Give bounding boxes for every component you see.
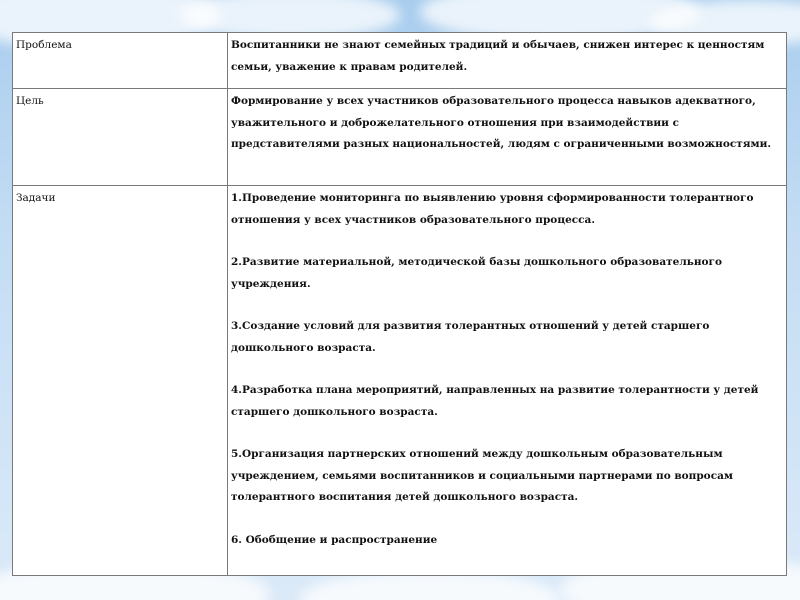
project-table: [12, 32, 787, 576]
task-item: 5.Организация партнерских отношений между дошкольным образовательным учреждением, семьями воспитанников и социальными партнерами по вопросам толерантного воспитания детей дошкольного возраста.: [231, 448, 734, 503]
label-goal: Цель: [13, 89, 228, 186]
text-goal: Формирование у всех участников образовательного процесса навыков адекватного, уважительного и доброжелательного отношения при взаимодействии с представителями разных национальностей, людям с ограниченными возможностями.: [228, 89, 787, 186]
table-row-problem: [13, 33, 787, 89]
task-item: 1.Проведение мониторинга по выявлению уровня сформированности толерантного отношения у всех участников образовательного процесса.: [231, 192, 754, 226]
task-item: 3.Создание условий для развития толерантных отношений у детей старшего дошкольного возраста.: [231, 320, 710, 354]
table-row-goal: [13, 89, 787, 186]
text-problem: Воспитанники не знают семейных традиций и обычаев, снижен интерес к ценностям семьи, уважение к правам родителей.: [228, 33, 787, 89]
task-item: 6. Обобщение и распространение: [231, 533, 438, 546]
label-tasks: Задачи: [13, 186, 228, 576]
tasks-list: [228, 186, 787, 576]
task-item: 4.Разработка плана мероприятий, направленных на развитие толерантности у детей старшего дошкольного возраста.: [231, 384, 759, 418]
task-item: 2.Развитие материальной, методической базы дошкольного образовательного учреждения.: [231, 256, 722, 290]
table-row-tasks: [13, 186, 787, 576]
label-problem: Проблема: [13, 33, 228, 89]
